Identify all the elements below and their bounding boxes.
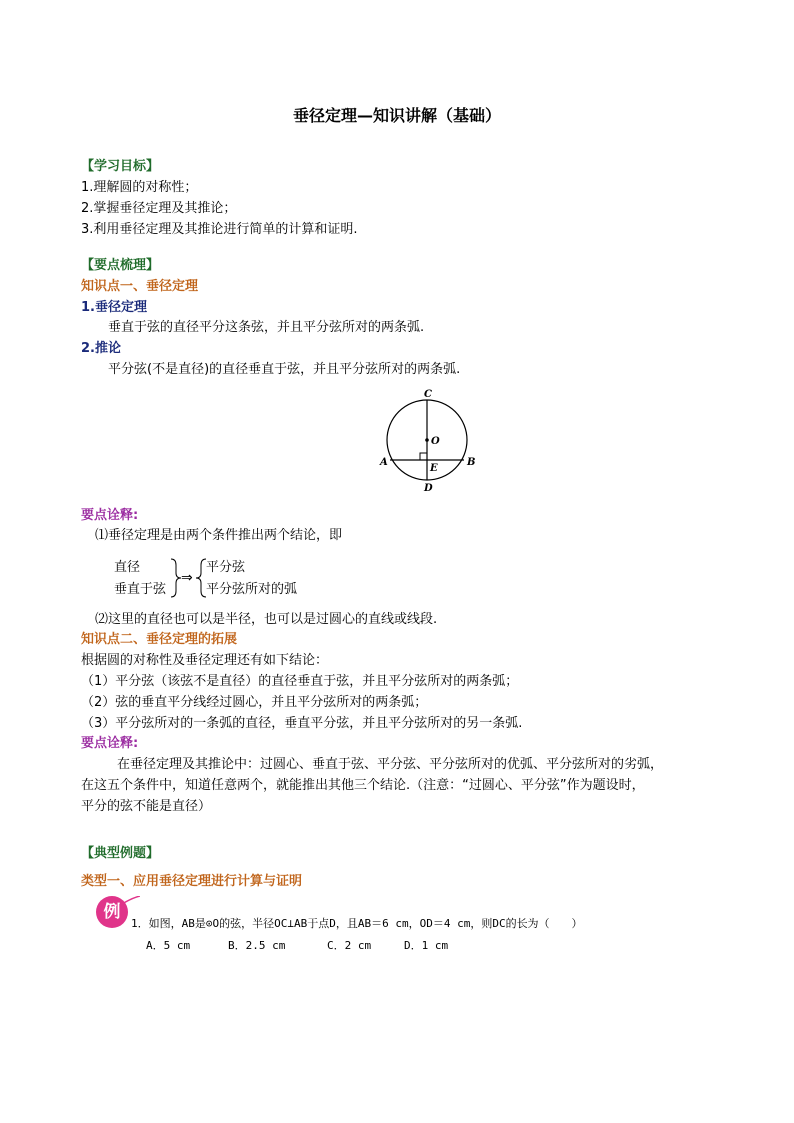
point2-item: （3）平分弦所对的一条弧的直径，垂直平分弦，并且平分弦所对的另一条弧. [81,716,523,731]
page-title: 垂径定理—知识讲解（基础） [292,106,501,125]
implies-arrow: ⇒ [181,570,193,586]
condition-perpendicular: 垂直于弦 [114,582,167,597]
right-brace [171,559,181,597]
option-d: D．1 cm [404,939,449,952]
option-a: A．5 cm [146,939,191,952]
corollary-title: 2.推论 [81,341,121,356]
point2-intro: 根据圆的对称性及垂径定理还有如下结论： [81,653,329,668]
badge-tail-icon [122,896,140,910]
option-b: B．2.5 cm [228,939,286,952]
corollary-text: 平分弦(不是直径)的直径垂直于弦，并且平分弦所对的两条弧. [108,362,461,377]
note-line: ⑴垂径定理是由两个条件推出两个结论，即 [95,528,343,543]
right-angle-mark [420,453,427,460]
label-c: C [424,389,432,400]
option-c: C．2 cm [327,939,372,952]
knowledge-point-2-heading: 知识点二、垂径定理的拓展 [81,632,238,647]
result-bisect-chord: 平分弦 [206,560,246,575]
key-points-heading: 【要点梳理】 [81,258,160,273]
note-heading: 要点诠释: [81,508,139,523]
circle-diagram [370,383,485,498]
label-b: B [467,457,476,468]
objective-item: 2.掌握垂径定理及其推论； [81,201,237,216]
point2-item: （1）平分弦（该弦不是直径）的直径垂直于弦，并且平分弦所对的两条弧； [81,674,519,689]
center-point [425,438,429,442]
theorem-text: 垂直于弦的直径平分这条弦，并且平分弦所对的两条弧. [108,320,425,335]
note-line: 平分的弦不能是直径） [81,799,212,814]
note-line: ⑵这里的直径也可以是半径，也可以是过圆心的直线或线段. [95,612,438,627]
objectives-heading: 【学习目标】 [81,159,160,174]
example-badge: 例 [96,896,128,928]
note-heading: 要点诠释: [81,736,139,751]
theorem-title: 1.垂径定理 [81,300,147,315]
result-bisect-arc: 平分弦所对的弧 [206,582,298,597]
label-e: E [430,463,438,474]
label-d: D [424,483,433,494]
example-type-heading: 类型一、应用垂径定理进行计算与证明 [81,874,303,889]
question-text: 1．如图，AB是⊙O的弦，半径OC⊥AB于点D，且AB＝6 cm，OD＝4 cm，则DC的长为（ ） [131,917,583,930]
objective-item: 3.利用垂径定理及其推论进行简单的计算和证明. [81,222,358,237]
left-brace [196,559,206,597]
point2-item: （2）弦的垂直平分线经过圆心，并且平分弦所对的两条弧； [81,695,428,710]
label-a: A [380,457,388,468]
note-line: 在垂径定理及其推论中：过圆心、垂直于弦、平分弦、平分弦所对的优弧、平分弦所对的劣弧， [117,757,664,772]
knowledge-point-1-heading: 知识点一、垂径定理 [81,279,199,294]
note-line: 在这五个条件中，知道任意两个，就能推出其他三个结论.（注意：“过圆心、平分弦”作为题设时， [81,778,645,793]
label-o: O [431,436,440,447]
examples-heading: 【典型例题】 [81,846,160,861]
condition-diameter: 直径 [114,560,141,575]
objective-item: 1.理解圆的对称性； [81,180,198,195]
